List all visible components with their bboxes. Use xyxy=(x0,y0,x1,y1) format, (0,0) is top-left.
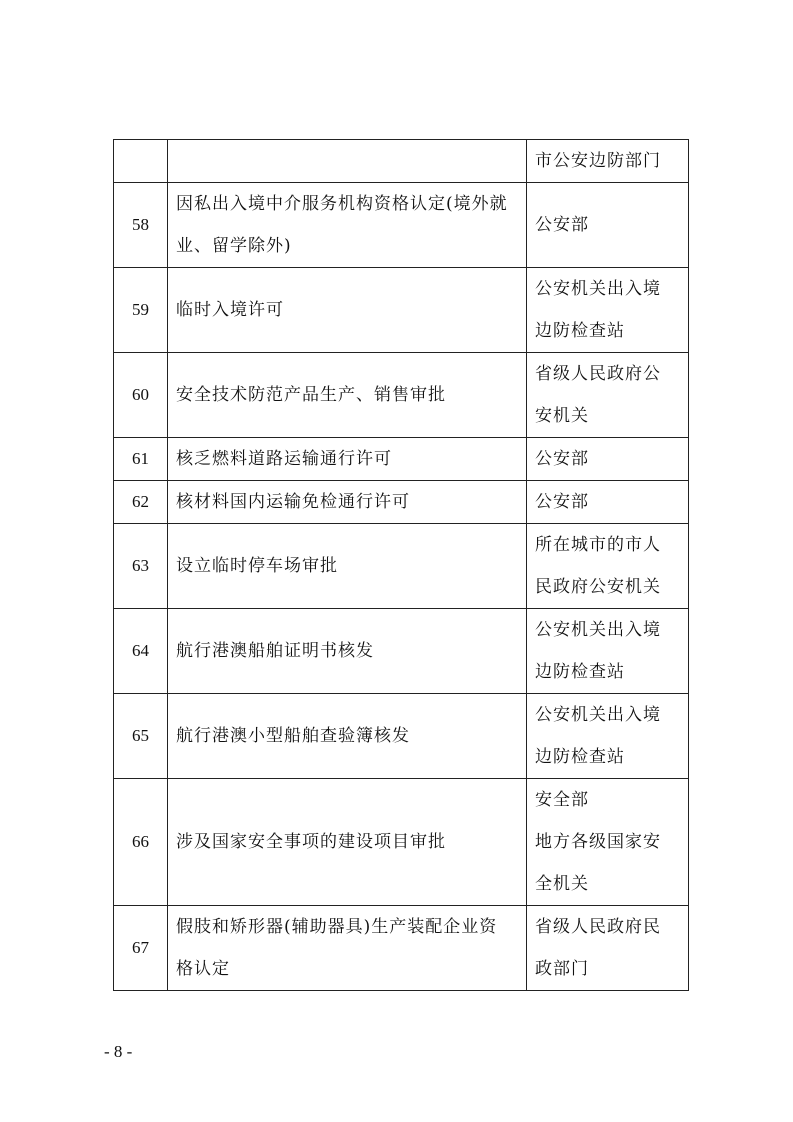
table-body xyxy=(114,140,689,991)
dept-line: 公安部 xyxy=(535,215,589,235)
table-row xyxy=(114,609,689,694)
implementing-department xyxy=(527,906,689,991)
row-number xyxy=(114,140,168,183)
dept-line: 公安机关出入境 xyxy=(535,620,661,640)
approval-item-name xyxy=(168,353,527,438)
item-line: 临时入境许可 xyxy=(176,300,284,320)
implementing-department xyxy=(527,694,689,779)
table-row xyxy=(114,140,689,183)
dept-line: 公安部 xyxy=(535,449,589,469)
approval-item-name xyxy=(168,609,527,694)
row-number: 64 xyxy=(114,609,168,694)
item-line xyxy=(176,140,526,182)
implementing-department xyxy=(527,183,689,268)
dept-line: 边防检查站 xyxy=(535,747,625,767)
table-row xyxy=(114,906,689,991)
approval-item-name xyxy=(168,268,527,353)
approval-item-name xyxy=(168,438,527,481)
dept-line: 全机关 xyxy=(535,874,589,894)
implementing-department xyxy=(527,779,689,906)
item-line: 航行港澳小型船舶查验簿核发 xyxy=(176,726,410,746)
dept-line: 安机关 xyxy=(535,406,589,426)
item-line: 格认定 xyxy=(176,959,230,979)
item-line: 假肢和矫形器(辅助器具)生产装配企业资 xyxy=(176,917,498,937)
approval-item-name xyxy=(168,481,527,524)
dept-line: 边防检查站 xyxy=(535,321,625,341)
row-number: 67 xyxy=(114,906,168,991)
approval-item-name xyxy=(168,694,527,779)
table-row xyxy=(114,524,689,609)
approval-item-name xyxy=(168,906,527,991)
table-row xyxy=(114,438,689,481)
row-number: 65 xyxy=(114,694,168,779)
dept-line: 所在城市的市人 xyxy=(535,535,661,555)
approval-item-name xyxy=(168,183,527,268)
implementing-department xyxy=(527,140,689,183)
implementing-department xyxy=(527,481,689,524)
dept-line: 政部门 xyxy=(535,959,589,979)
item-line: 因私出入境中介服务机构资格认定(境外就 xyxy=(176,194,508,214)
dept-line: 省级人民政府公 xyxy=(535,364,661,384)
row-number: 63 xyxy=(114,524,168,609)
table-row xyxy=(114,694,689,779)
dept-line: 市公安边防部门 xyxy=(535,151,661,171)
implementing-department xyxy=(527,353,689,438)
implementing-department xyxy=(527,268,689,353)
dept-line: 公安机关出入境 xyxy=(535,705,661,725)
approval-item-name xyxy=(168,140,527,183)
dept-line: 地方各级国家安 xyxy=(535,832,661,852)
table-row xyxy=(114,183,689,268)
item-line: 设立临时停车场审批 xyxy=(176,556,338,576)
dept-line: 安全部 xyxy=(535,790,589,810)
table-row xyxy=(114,353,689,438)
dept-line: 边防检查站 xyxy=(535,662,625,682)
page-number: - 8 - xyxy=(104,1042,133,1061)
row-number: 61 xyxy=(114,438,168,481)
row-number: 59 xyxy=(114,268,168,353)
row-number: 66 xyxy=(114,779,168,906)
approval-item-name xyxy=(168,524,527,609)
table-row xyxy=(114,268,689,353)
dept-line: 省级人民政府民 xyxy=(535,917,661,937)
dept-line: 公安机关出入境 xyxy=(535,279,661,299)
table-row xyxy=(114,779,689,906)
item-line: 核乏燃料道路运输通行许可 xyxy=(176,449,392,469)
item-line: 安全技术防范产品生产、销售审批 xyxy=(176,385,446,405)
item-line: 业、留学除外) xyxy=(176,236,292,256)
approval-item-name xyxy=(168,779,527,906)
item-line: 涉及国家安全事项的建设项目审批 xyxy=(176,832,446,852)
implementing-department xyxy=(527,609,689,694)
item-line: 核材料国内运输免检通行许可 xyxy=(176,492,410,512)
item-line: 航行港澳船舶证明书核发 xyxy=(176,641,374,661)
row-number: 60 xyxy=(114,353,168,438)
implementing-department xyxy=(527,438,689,481)
table-row xyxy=(114,481,689,524)
row-number: 62 xyxy=(114,481,168,524)
approval-items-table xyxy=(113,139,689,991)
dept-line: 民政府公安机关 xyxy=(535,577,661,597)
implementing-department xyxy=(527,524,689,609)
dept-line: 公安部 xyxy=(535,492,589,512)
row-number: 58 xyxy=(114,183,168,268)
